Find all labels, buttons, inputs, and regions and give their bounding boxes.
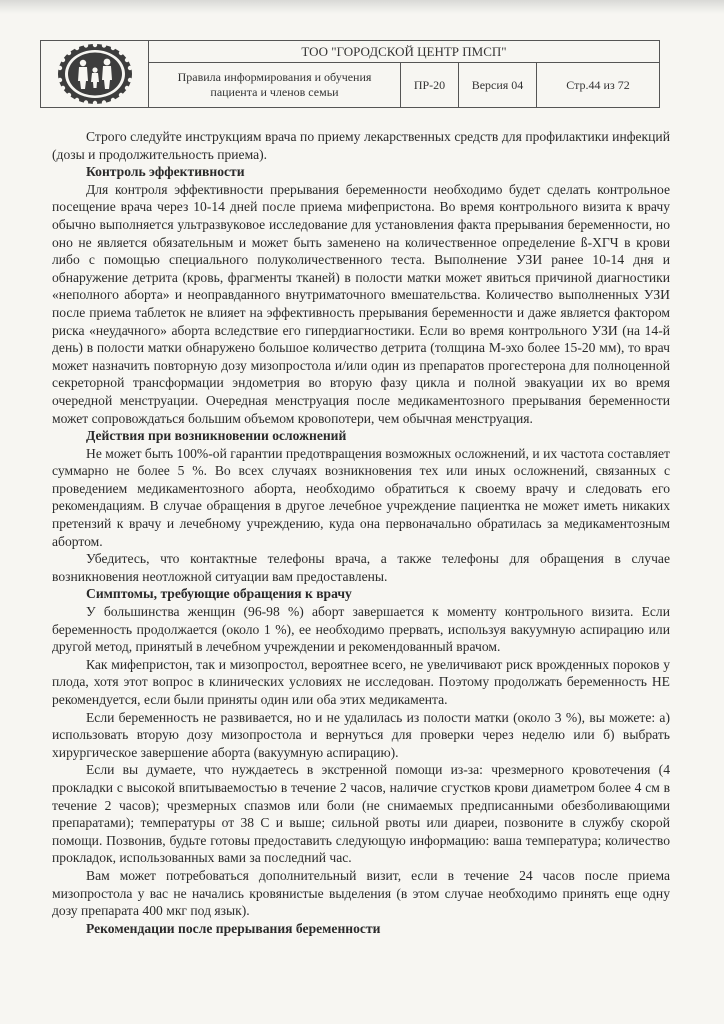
paragraph-antibiotics: Строго следуйте инструкциям врача по приему лекарственных средств для профилактики инфекций (дозы и продолжительность приема).	[52, 129, 670, 162]
logo-cell	[41, 41, 149, 107]
paragraph-additional-visit: Вам может потребоваться дополнительный визит, если в течение 24 часов после приема мизопростола у вас не начались кровянистые выделения (в этом случае необходимо принять еще одну дозу препарата 400 мкг под язык).	[52, 867, 670, 919]
document-code: ПР-20	[401, 63, 459, 107]
organization-name: ТОО "ГОРОДСКОЙ ЦЕНТР ПМСП"	[149, 41, 659, 63]
paragraph-effectiveness: Для контроля эффективности прерывания беременности необходимо будет сделать контрольное посещение врача через 10-14 дней после приема мифепристона. Во время контрольного визита к врачу обычно выполняется ультразвуковое исследование для установления факта прерывания беременности, но оно не является обязательным и может быть заменено на количественное определение ß-ХГЧ в крови либо с помощью специального полуколичественного теста. Выполнение УЗИ ранее 10-14 дня и обнаружение детрита (кровь, фрагменты тканей) в полости матки может явиться причиной диагностики «неполного аборта» и неоправданного внутриматочного вмешательства. Количество выполненных УЗИ после приема таблеток не влияет на эффективность прерывания беременности и даже является фактором риска «неудачного» аборта вследствие его гипердиагностики. Если во время контрольного УЗИ (на 14-й день) в полости матки обнаружено большое количество детрита (толщина М-эхо более 15-20 мм), то врач может назначить повторную дозу мизопростола и/или один из препаратов прогестерона для полноценной секреторной трансформации эндометрия во вторую фазу цикла и полной эвакуации их во время очередной менструации. Очередная менструация после медикаментозного прерывания беременности может сопровождаться большим объемом кровопотери, чем обычная менструация.	[52, 181, 670, 426]
paragraph-non-developing: Если беременность не развивается, но и не удалилась из полости матки (около 3 %), вы можете: а) использовать вторую дозу мизопростола и вернуться для проверки через неделю или б) выбрать хирургическое завершение аборта (вакуумную аспирацию).	[52, 709, 670, 760]
heading-symptoms: Симптомы, требующие обращения к врачу	[86, 586, 352, 602]
heading-recommendations: Рекомендации после прерывания беременности	[86, 920, 381, 936]
document-version: Версия 04	[459, 63, 537, 107]
document-header	[40, 40, 660, 108]
paragraph-contact-phones: Убедитесь, что контактные телефоны врача, а также телефоны для обращения в случае возникновения неотложной ситуации вам предоставлены.	[52, 551, 670, 584]
family-in-wreath-icon	[56, 43, 134, 105]
paragraph-birth-defects: Как мифепристон, так и мизопростол, вероятнее всего, не увеличивают риск врожденных пороков у плода, хотя этот вопрос в клинических условиях не исследован. Поэтому продолжать беременность НЕ рекомендуется, если были приняты один или оба этих медикамента.	[52, 656, 670, 707]
header-meta-row	[149, 63, 659, 107]
heading-complications: Действия при возникновении осложнений	[86, 428, 347, 444]
scan-edge	[0, 0, 724, 14]
paragraph-complications: Не может быть 100%-ой гарантии предотвращения возможных осложнений, и их частота составляет суммарно не более 5 %. Во всех случаях возникновения тех или иных осложнений, связанных с проведением медикаментозного аборта, необходимо обратиться к своему врачу и следовать его рекомендациям. В случае обращения в другое лечебное учреждение пациентка не может иметь никаких претензий к врачу и лечебному учреждению, куда она первоначально обратилась за медикаментозным абортом.	[52, 445, 670, 549]
paragraph-emergency: Если вы думаете, что нуждаетесь в экстренной помощи из-за: чрезмерного кровотечения (4 прокладки с высокой впитываемостью в течение 2 часов, наличие сгустков крови диаметром более 4 см в течение 2 часов); чрезмерных спазмов или боли (не снимаемых предписанными обезболивающими препаратами); температуры от 38 С и выше; сильной рвоты или диареи, позвоните в службу скорой помощи. Позвонив, будьте готовы предоставить следующую информацию: ваша температура; количество прокладок, использованных вами за последний час.	[52, 762, 670, 866]
paragraph-ongoing-pregnancy: У большинства женщин (96-98 %) аборт завершается к моменту контрольного визита. Если беременность продолжается (около 1 %), ее необходимо прервать, используя вакуумную аспирацию или другой метод, принятый в лечебном учреждении и рекомендованный врачом.	[52, 604, 670, 655]
page-number: Стр.44 из 72	[566, 77, 630, 92]
document-title: Правила информирования и обучения пациента и членов семьи	[149, 63, 401, 107]
header-info	[149, 41, 659, 107]
heading-effectiveness-control: Контроль эффективности	[86, 164, 245, 180]
document-body	[52, 128, 670, 937]
